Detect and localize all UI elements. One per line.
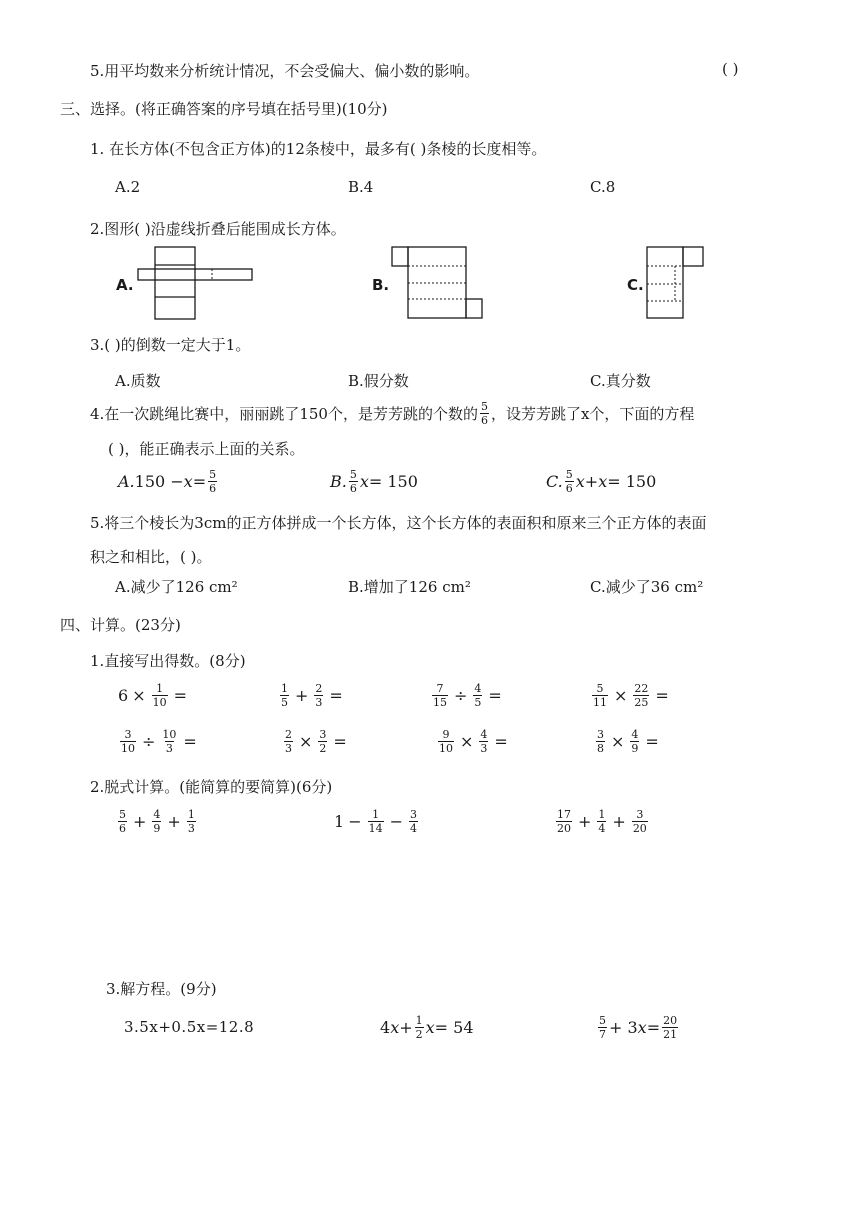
step-calc-item: $\frac{17}{20}$ + $\frac{1}{4}$ + $\frac{3}{20}$ <box>557 808 647 835</box>
section3-title: 三、选择。(将正确答案的序号填在括号里)(10分) <box>60 100 388 118</box>
s3-q1-option-a[interactable]: A.2 <box>115 178 141 196</box>
s4-part2-title: 2.脱式计算。(能简算的要简算)(6分) <box>90 778 333 796</box>
s3-q1-option-b[interactable]: B.4 <box>348 178 374 196</box>
net-c-diagram <box>645 246 707 322</box>
s3-q5-option-b[interactable]: B.增加了126 cm² <box>348 578 471 596</box>
step-calc-item: $\frac{5}{6}$ + $\frac{4}{9}$ + $\frac{1}{3}$ <box>119 808 195 835</box>
judge-q5-text: 5.用平均数来分析统计情况，不会受偏大、偏小数的影响。 <box>90 62 480 80</box>
s3-q4-text-b: ，设芳芳跳了x个，下面的方程 <box>490 405 695 423</box>
s3-q3-option-b[interactable]: B.假分数 <box>348 372 409 390</box>
s3-q5-text-b: 积之和相比，( )。 <box>90 548 212 566</box>
oral-calc-item: 6 × $\frac{1}{10}$ = <box>118 682 187 709</box>
oral-calc-item: $\frac{5}{11}$ × $\frac{22}{25}$ = <box>593 682 669 709</box>
s4-part3-title: 3.解方程。(9分) <box>106 980 217 998</box>
oral-calc-item: $\frac{9}{10}$ × $\frac{4}{3}$ = <box>439 728 508 755</box>
s3-q4-option-b[interactable]: B. $\frac{5}{6}$ x = 150 <box>330 468 418 495</box>
s3-q2-text: 2.图形( )沿虚线折叠后能围成长方体。 <box>90 220 346 238</box>
net-b-diagram <box>390 246 486 322</box>
s3-q1-text: 1. 在长方体(不包含正方体)的12条棱中，最多有( )条棱的长度相等。 <box>90 140 547 158</box>
s4-part1-title: 1.直接写出得数。(8分) <box>90 652 246 670</box>
s3-q5-option-c[interactable]: C.减少了36 cm² <box>590 578 704 596</box>
s3-q4-text-a: 4.在一次跳绳比赛中，丽丽跳了150个，是芳芳跳的个数的 <box>90 405 478 423</box>
equation-1: 3.5x+0.5x=12.8 <box>124 1018 255 1036</box>
s3-q5-option-a[interactable]: A.减少了126 cm² <box>115 578 238 596</box>
equation-2: 4 x + $\frac{1}{2}$ x = 54 <box>380 1014 474 1041</box>
oral-calc-item: $\frac{1}{5}$ + $\frac{2}{3}$ = <box>281 682 343 709</box>
oral-calc-item: $\frac{3}{8}$ × $\frac{4}{9}$ = <box>597 728 659 755</box>
judge-q5-answer-paren[interactable]: ( ) <box>722 60 739 78</box>
s3-q4-option-c[interactable]: C. $\frac{5}{6}$ x + x = 150 <box>546 468 657 495</box>
s3-q3-option-c[interactable]: C.真分数 <box>590 372 651 390</box>
s3-q3-text: 3.( )的倒数一定大于1。 <box>90 336 251 354</box>
s3-q4-fraction: $\frac{5}{6}$ <box>480 400 488 427</box>
oral-calc-item: $\frac{7}{15}$ ÷ $\frac{4}{5}$ = <box>433 682 502 709</box>
net-a-diagram <box>136 246 256 322</box>
net-b-label[interactable]: B. <box>372 276 390 294</box>
s3-q5-text-a: 5.将三个棱长为3cm的正方体拼成一个长方体，这个长方体的表面积和原来三个正方体的表面 <box>90 514 707 532</box>
s3-q4-text-c: ( )，能正确表示上面的关系。 <box>108 440 305 458</box>
s3-q4-option-a[interactable]: A. 150 − x = $\frac{5}{6}$ <box>118 468 217 495</box>
s3-q4-line1 <box>90 400 694 427</box>
net-a-label[interactable]: A. <box>116 276 134 294</box>
s3-q1-option-c[interactable]: C.8 <box>590 178 616 196</box>
equation-3: $\frac{5}{7}$ + 3 x = $\frac{20}{21}$ <box>599 1014 678 1041</box>
s3-q3-option-a[interactable]: A.质数 <box>115 372 161 390</box>
section4-title: 四、计算。(23分) <box>60 616 181 634</box>
oral-calc-item: $\frac{2}{3}$ × $\frac{3}{2}$ = <box>285 728 347 755</box>
net-c-label[interactable]: C. <box>627 276 644 294</box>
oral-calc-item: $\frac{3}{10}$ ÷ $\frac{10}{3}$ = <box>121 728 197 755</box>
step-calc-item: 1 − $\frac{1}{14}$ − $\frac{3}{4}$ <box>334 808 417 835</box>
